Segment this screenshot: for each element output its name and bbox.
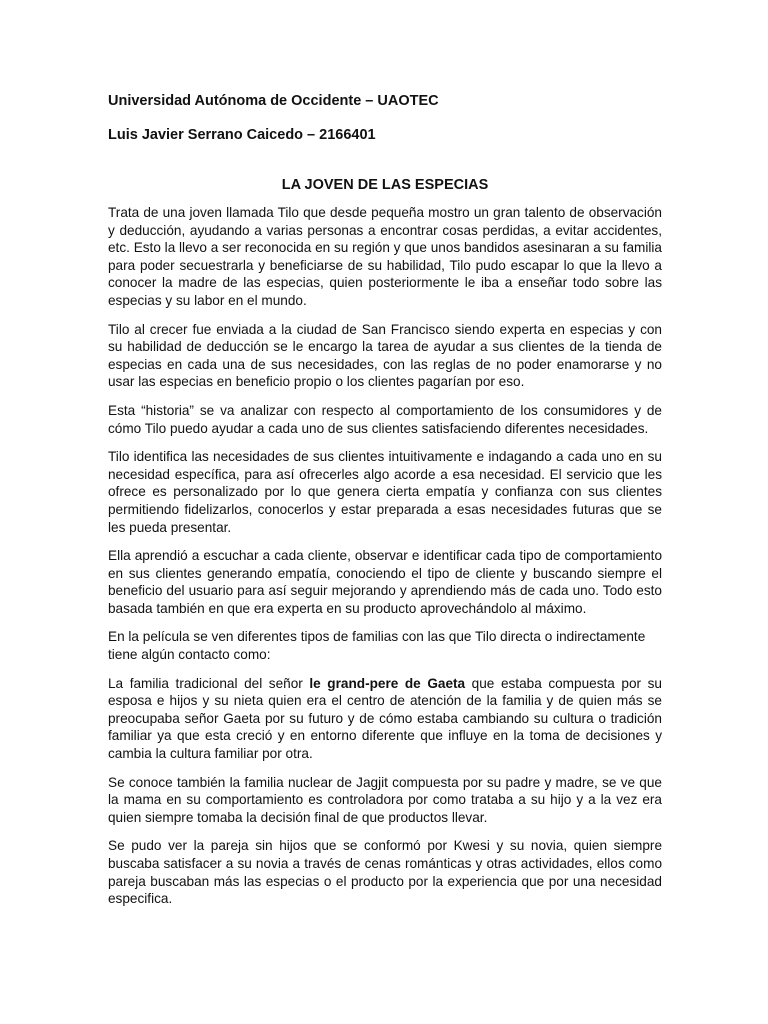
paragraph-7-end: que estaba compuesta por su esposa e hijos y su nieta quien era el centro de atención de la familia y de quien más se preocupaba señor Gaeta por su futuro y de cómo estaba cambiando su cultura o tradición familiar ya que esta creció y en entorno diferente que influye en la toma de decisiones y cambia la cultura familiar por otra. xyxy=(108,675,662,762)
paragraph-7-start: La familia tradicional del señor xyxy=(108,675,310,691)
paragraph-4: Tilo identifica las necesidades de sus clientes intuitivamente e indagando a cada uno en su necesidad específica, para así ofrecerles algo acorde a esa necesidad. El servicio que les ofrece es personalizado por lo que genera cierta empatía y confianza con sus clientes permitiendo fidelizarlos, conocerlos y estar preparada a esas necesidades futuras que se les pueda presentar. xyxy=(108,449,662,535)
paragraph-9: Se pudo ver la pareja sin hijos que se conformó por Kwesi y su novia, quien siempre buscaba satisfacer a su novia a través de cenas románticas y otras actividades, ellos como pareja buscaban más las especias o el producto por la experiencia que por una necesidad especifica. xyxy=(108,838,662,907)
paragraph-5: Ella aprendió a escuchar a cada cliente, observar e identificar cada tipo de comportamiento en sus clientes generando empatía, conociendo el tipo de cliente y buscando siempre el beneficio del usuario para así seguir mejorando y aprendiendo más de cada uno. Todo esto basada también en que era experta en su producto aprovechándolo al máximo. xyxy=(108,548,662,616)
paragraph-8: Se conoce también la familia nuclear de Jagjit compuesta por su padre y madre, se ve que la mama en su comportamiento es controladora por como trataba a su hijo y a la vez era quien siempre tomaba la decisión final de que productos llevar. xyxy=(108,774,662,825)
paragraph-6: En la película se ven diferentes tipos de familias con las que Tilo directa o indirectamente tiene algún contacto como: xyxy=(108,629,646,663)
paragraph-7-bold: le grand-pere de Gaeta xyxy=(309,675,466,691)
author-header: Luis Javier Serrano Caicedo – 2166401 xyxy=(108,127,376,143)
paragraph-3: Esta “historia” se va analizar con respecto al comportamiento de los consumidores y de cómo Tilo puedo ayudar a cada uno de sus clientes satisfaciendo diferentes necesidades. xyxy=(108,402,662,436)
institution-header: Universidad Autónoma de Occidente – UAOTEC xyxy=(108,93,439,109)
paragraph-7 xyxy=(108,675,662,763)
document-title: LA JOVEN DE LAS ESPECIAS xyxy=(281,177,489,193)
document-page xyxy=(108,92,662,919)
paragraph-2: Tilo al crecer fue enviada a la ciudad de San Francisco siendo experta en especias y con su habilidad de deducción se le encargo la tarea de ayudar a sus clientes de la tienda de especias en cada una de sus necesidades, con las reglas de no poder enamorarse y no usar las especias en beneficio propio o los clientes pagarían por eso. xyxy=(108,321,662,390)
paragraph-1: Trata de una joven llamada Tilo que desde pequeña mostro un gran talento de observación y deducción, ayudando a varias personas a encontrar cosas perdidas, a evitar accidentes, etc. Esto la llevo a ser reconocida en su región y que unos bandidos asesinaran a su familia para poder secuestrarla y beneficiarse de su habilidad, Tilo pudo escapar lo que la llevo a conocer la madre de las especias, quien posteriormente le iba a enseñar todo sobre las especias y su labor en el mundo. xyxy=(108,205,662,308)
